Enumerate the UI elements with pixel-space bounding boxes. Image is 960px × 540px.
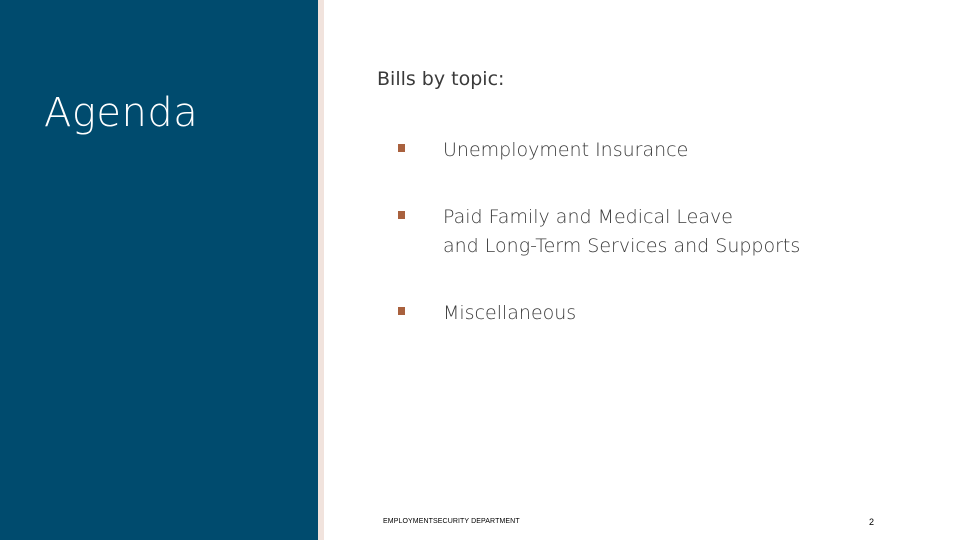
bullet-item-miscellaneous	[398, 299, 800, 328]
footer-department: EMPLOYMENTSECURITY DEPARTMENT	[383, 518, 520, 525]
bullet-text: Miscellaneous	[443, 302, 577, 324]
bullet-text: Unemployment Insurance	[443, 139, 689, 161]
accent-divider	[318, 0, 324, 540]
bullet-list	[398, 136, 800, 328]
square-bullet-icon	[398, 299, 407, 328]
page-number: 2	[869, 517, 875, 527]
slide-title: Agenda	[44, 90, 199, 136]
bullet-text: Paid Family and Medical Leave	[443, 206, 733, 228]
square-bullet-icon	[398, 136, 407, 165]
intro-text: Bills by topic:	[377, 68, 505, 90]
bullet-item-unemployment-insurance	[398, 136, 800, 165]
bullet-item-paid-family-leave	[398, 203, 800, 261]
bullet-text-continued: and Long-Term Services and Supports	[443, 235, 801, 257]
square-bullet-icon	[398, 203, 407, 232]
title-panel	[0, 0, 318, 540]
